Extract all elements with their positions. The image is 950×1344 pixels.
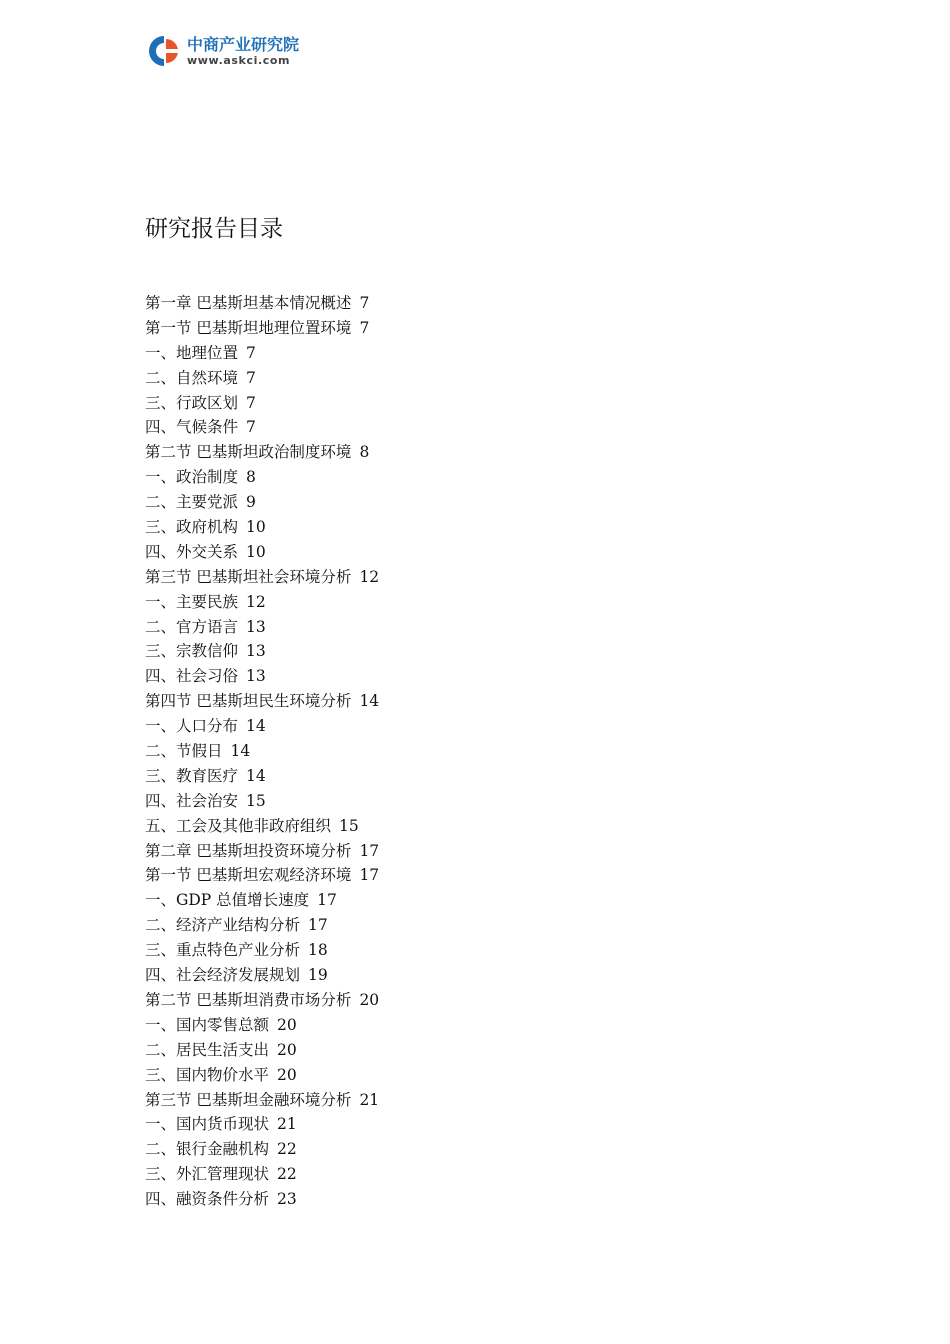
toc-entry[interactable] xyxy=(145,440,379,465)
toc-entry[interactable] xyxy=(145,938,379,963)
toc-entry-title: 二、自然环境 xyxy=(145,368,239,387)
toc-entry-title: 二、居民生活支出 xyxy=(145,1040,270,1059)
toc-entry-title: 三、政府机构 xyxy=(145,518,239,537)
toc-entry[interactable] xyxy=(145,639,379,664)
toc-entry-page-number: 12 xyxy=(359,567,380,586)
toc-entry[interactable] xyxy=(145,714,379,739)
toc-entry-page-number: 17 xyxy=(308,916,328,935)
toc-entry-title: 四、外交关系 xyxy=(145,542,239,561)
toc-entry[interactable] xyxy=(145,839,379,864)
toc-entry-title: 二、主要党派 xyxy=(145,493,239,512)
toc-entry-title: 四、社会治安 xyxy=(145,791,239,810)
table-of-contents xyxy=(145,291,379,1212)
toc-entry[interactable] xyxy=(145,988,379,1013)
toc-entry[interactable] xyxy=(145,291,379,316)
toc-entry-page-number: 22 xyxy=(277,1140,297,1159)
toc-entry-page-number: 13 xyxy=(246,642,266,661)
toc-entry[interactable] xyxy=(145,1088,379,1113)
toc-entry-page-number: 17 xyxy=(317,891,337,910)
toc-entry-title: 四、社会经济发展规划 xyxy=(145,966,301,985)
toc-entry[interactable] xyxy=(145,316,379,341)
toc-entry-title: 三、教育医疗 xyxy=(145,766,239,785)
toc-entry[interactable] xyxy=(145,963,379,988)
toc-entry-title: 二、节假日 xyxy=(145,742,223,761)
toc-entry-page-number: 14 xyxy=(230,742,251,761)
toc-entry-title: 二、银行金融机构 xyxy=(145,1140,270,1159)
toc-entry-title: 一、主要民族 xyxy=(145,592,239,611)
toc-entry-page-number: 19 xyxy=(308,966,328,985)
toc-entry[interactable] xyxy=(145,465,379,490)
toc-entry-title: 三、重点特色产业分析 xyxy=(145,941,301,960)
toc-entry[interactable] xyxy=(145,1013,379,1038)
toc-entry-title: 第三节 巴基斯坦社会环境分析 xyxy=(145,567,352,586)
toc-entry-page-number: 7 xyxy=(246,343,256,362)
toc-entry-title: 四、社会习俗 xyxy=(145,667,239,686)
page-title: 研究报告目录 xyxy=(145,216,283,242)
toc-entry-title: 三、外汇管理现状 xyxy=(145,1165,270,1184)
toc-entry-page-number: 12 xyxy=(246,592,266,611)
toc-entry-title: 五、工会及其他非政府组织 xyxy=(145,816,332,835)
toc-entry-title: 三、宗教信仰 xyxy=(145,642,239,661)
toc-entry-title: 一、国内货币现状 xyxy=(145,1115,270,1134)
toc-entry-page-number: 13 xyxy=(246,667,266,686)
toc-entry-title: 第三节 巴基斯坦金融环境分析 xyxy=(145,1090,352,1109)
toc-entry-page-number: 7 xyxy=(359,294,370,312)
toc-entry-page-number: 17 xyxy=(359,866,380,885)
toc-entry-page-number: 8 xyxy=(359,443,370,462)
toc-entry-page-number: 10 xyxy=(246,542,266,561)
toc-entry[interactable] xyxy=(145,888,379,913)
toc-entry-title: 第一节 巴基斯坦地理位置环境 xyxy=(145,318,352,337)
toc-entry-title: 一、政治制度 xyxy=(145,468,239,487)
toc-entry[interactable] xyxy=(145,689,379,714)
toc-entry[interactable] xyxy=(145,341,379,366)
toc-entry-page-number: 21 xyxy=(277,1115,297,1134)
toc-entry[interactable] xyxy=(145,764,379,789)
toc-entry-title: 第二节 巴基斯坦政治制度环境 xyxy=(145,443,352,462)
toc-entry[interactable] xyxy=(145,1063,379,1088)
toc-entry-page-number: 7 xyxy=(359,318,370,337)
toc-entry-page-number: 14 xyxy=(359,692,380,711)
toc-entry-page-number: 7 xyxy=(246,393,256,412)
toc-entry-title: 一、地理位置 xyxy=(145,343,239,362)
toc-entry-title: 二、经济产业结构分析 xyxy=(145,916,301,935)
company-logo xyxy=(145,33,299,69)
toc-entry-title: 四、气候条件 xyxy=(145,418,239,437)
toc-entry-title: 第一节 巴基斯坦宏观经济环境 xyxy=(145,866,352,885)
toc-entry-title: 一、GDP 总值增长速度 xyxy=(145,891,310,910)
toc-entry-title: 四、融资条件分析 xyxy=(145,1190,270,1209)
toc-entry[interactable] xyxy=(145,1187,379,1212)
toc-entry-page-number: 20 xyxy=(277,1040,297,1059)
toc-entry-page-number: 21 xyxy=(359,1090,380,1109)
toc-entry-title: 第二节 巴基斯坦消费市场分析 xyxy=(145,990,352,1009)
toc-entry[interactable] xyxy=(145,789,379,814)
toc-entry-title: 三、国内物价水平 xyxy=(145,1065,270,1084)
toc-entry[interactable] xyxy=(145,590,379,615)
toc-entry-page-number: 18 xyxy=(308,941,328,960)
toc-entry[interactable] xyxy=(145,515,379,540)
toc-entry[interactable] xyxy=(145,1162,379,1187)
toc-entry-page-number: 17 xyxy=(359,841,380,860)
toc-entry[interactable] xyxy=(145,415,379,440)
toc-entry-page-number: 15 xyxy=(246,791,266,810)
toc-entry-page-number: 7 xyxy=(246,368,256,387)
toc-entry[interactable] xyxy=(145,1137,379,1162)
toc-entry-page-number: 7 xyxy=(246,418,256,437)
logo-mark-icon xyxy=(145,33,183,69)
toc-entry[interactable] xyxy=(145,565,379,590)
toc-entry-title: 一、人口分布 xyxy=(145,717,239,736)
toc-entry-page-number: 14 xyxy=(246,766,266,785)
toc-entry-page-number: 20 xyxy=(277,1015,297,1034)
toc-entry-page-number: 13 xyxy=(246,617,266,636)
toc-entry-page-number: 15 xyxy=(339,816,359,835)
toc-entry-title: 第四节 巴基斯坦民生环境分析 xyxy=(145,692,352,711)
toc-entry-title: 一、国内零售总额 xyxy=(145,1015,270,1034)
toc-entry-page-number: 23 xyxy=(277,1190,297,1209)
toc-entry-title: 第二章 巴基斯坦投资环境分析 xyxy=(145,841,352,860)
toc-entry[interactable] xyxy=(145,1038,379,1063)
toc-entry-page-number: 14 xyxy=(246,717,266,736)
toc-entry[interactable] xyxy=(145,615,379,640)
toc-entry-title: 二、官方语言 xyxy=(145,617,239,636)
toc-entry-page-number: 22 xyxy=(277,1165,297,1184)
toc-entry[interactable] xyxy=(145,540,379,565)
toc-entry-page-number: 8 xyxy=(246,468,256,487)
logo-text xyxy=(187,36,299,67)
toc-entry[interactable] xyxy=(145,739,379,764)
toc-entry-title: 三、行政区划 xyxy=(145,393,239,412)
toc-entry[interactable] xyxy=(145,490,379,515)
toc-entry[interactable] xyxy=(145,1112,379,1137)
toc-entry-page-number: 20 xyxy=(359,990,380,1009)
logo-website: www.askci.com xyxy=(187,53,291,67)
toc-entry[interactable] xyxy=(145,391,379,416)
toc-entry-page-number: 9 xyxy=(246,493,256,512)
toc-entry[interactable] xyxy=(145,913,379,938)
toc-entry[interactable] xyxy=(145,814,379,839)
toc-entry-title: 第一章 巴基斯坦基本情况概述 xyxy=(145,294,352,312)
toc-entry[interactable] xyxy=(145,366,379,391)
toc-entry[interactable] xyxy=(145,664,379,689)
toc-entry-page-number: 20 xyxy=(277,1065,297,1084)
logo-company-name: 中商产业研究院 xyxy=(187,34,300,54)
toc-entry-page-number: 10 xyxy=(246,518,266,537)
toc-entry[interactable] xyxy=(145,863,379,888)
